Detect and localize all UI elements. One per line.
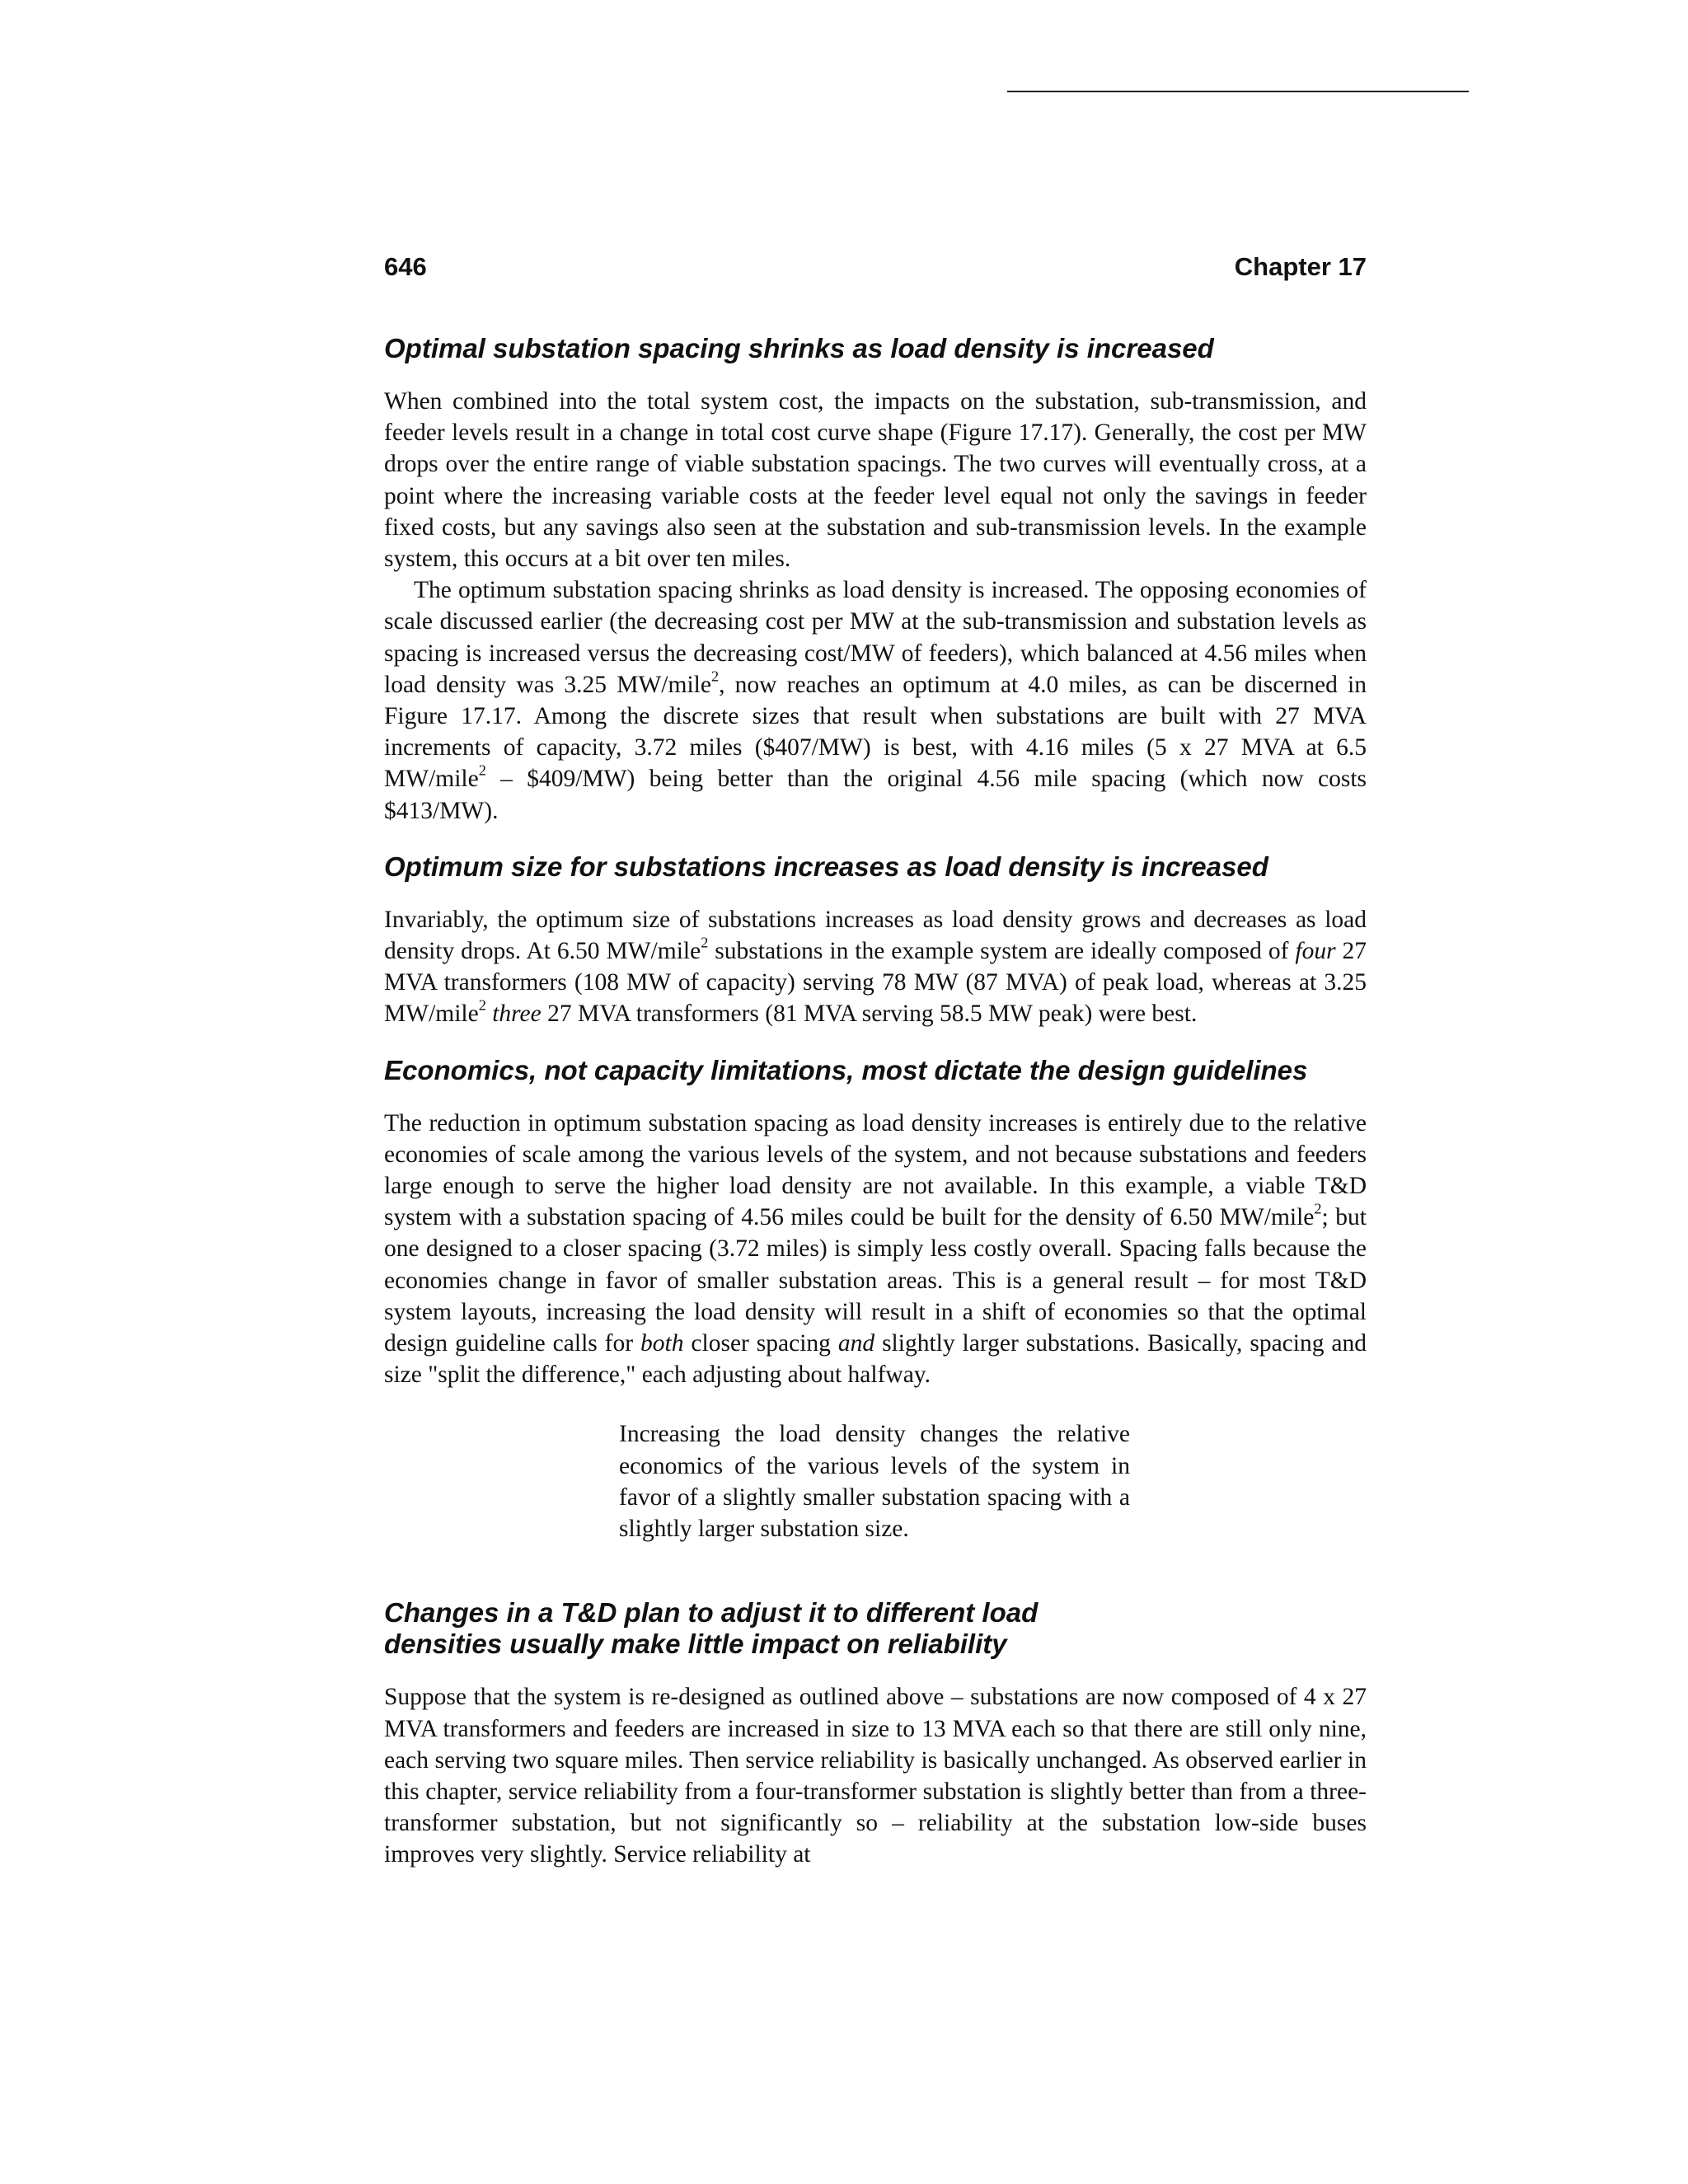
top-rule bbox=[1007, 91, 1469, 92]
section-heading-3: Economics, not capacity limitations, most dictate the design guidelines bbox=[384, 1054, 1308, 1085]
chapter-title: Chapter 17 bbox=[1234, 252, 1367, 281]
page-body bbox=[384, 333, 1367, 1871]
page-number: 646 bbox=[384, 252, 427, 281]
section-heading-1: Optimal substation spacing shrinks as load density is increased bbox=[384, 333, 1214, 363]
callout-box: Increasing the load density changes the relative economics of the various levels of the system in favor of a slightly smaller substation spacing with a slightly larger substation size. bbox=[619, 1421, 1130, 1543]
paragraph-5: Suppose that the system is re-designed as outlined above – substations are now composed of 4 x 27 MVA transformers and feeders are increased in size to 13 MVA each so that there are still only nine, each serving two square miles. Then service reliability is basically unchanged. As observed earlier in this chapter, service reliability from a four-transformer substation is slightly better than from a three-transformer substation, but not significantly so – reliability at the substation low-side buses improves very slightly. Service reliability at bbox=[384, 1684, 1367, 1868]
section-heading-4: Changes in a T&D plan to adjust it to different load densities usually make little impact on reliability bbox=[384, 1597, 1039, 1660]
paragraph-1: When combined into the total system cost, the impacts on the substation, sub-transmission, and feeder levels result in a change in total cost curve shape (Figure 17.17). Generally, the cost per MW drops over the entire range of viable substation spacings. The two curves will eventually cross, at a point where the increasing variable costs at the feeder level equal not only the savings in feeder fixed costs, but any savings also seen at the substation and sub-transmission levels. In the example system, this occurs at a bit over ten miles. bbox=[384, 388, 1367, 573]
paragraph-3: Invariably, the optimum size of substations increases as load density grows and decreases as load density drops. At 6.50 MW/mile$^2$ substations in the example system are ideally composed of four 27 MVA transformers (108 MW of capacity) serving 78 MW (87 MVA) of peak load, whereas at 3.25 MW/mile$^2$ three 27 MVA transformers (81 MVA serving 58.5 MW peak) were best. bbox=[384, 906, 1367, 1028]
paragraph-4: The reduction in optimum substation spacing as load density increases is entirely due to the relative economies of scale among the various levels of the system, and not because substations and feeders large enough to serve the higher load density are not available. In this example, a viable T&D system with a substation spacing of 4.56 miles could be built for the density of 6.50 MW/mile$^2$; but one designed to a closer spacing (3.72 miles) is simply less costly overall. Spacing falls because the economies change in favor of smaller substation areas. This is a general result – for most T&D system layouts, increasing the load density will result in a shift of economies so that the optimal design guideline calls for both closer spacing and slightly larger substations. Basically, spacing and size "split the difference," each adjusting about halfway. bbox=[384, 1109, 1367, 1389]
running-head bbox=[384, 252, 1367, 285]
paragraph-2: The optimum substation spacing shrinks as load density is increased. The opposing economies of scale discussed earlier (the decreasing cost per MW at the sub-transmission and substation levels as spacing is increased versus the decreasing cost/MW of feeders), which balanced at 4.56 miles when load density was 3.25 MW/mile$^2$, now reaches an optimum at 4.0 miles, as can be discerned in Figure 17.17. Among the discrete sizes that result when substations are built with 27 MVA increments of capacity, 3.72 miles ($407/MW) is best, with 4.16 miles (5 x 27 MVA at 6.5 MW/mile$^2$ – $409/MW) being better than the original 4.56 mile spacing (which now costs $413/MW). bbox=[384, 577, 1367, 824]
section-heading-2: Optimum size for substations increases as load density is increased bbox=[384, 851, 1268, 882]
